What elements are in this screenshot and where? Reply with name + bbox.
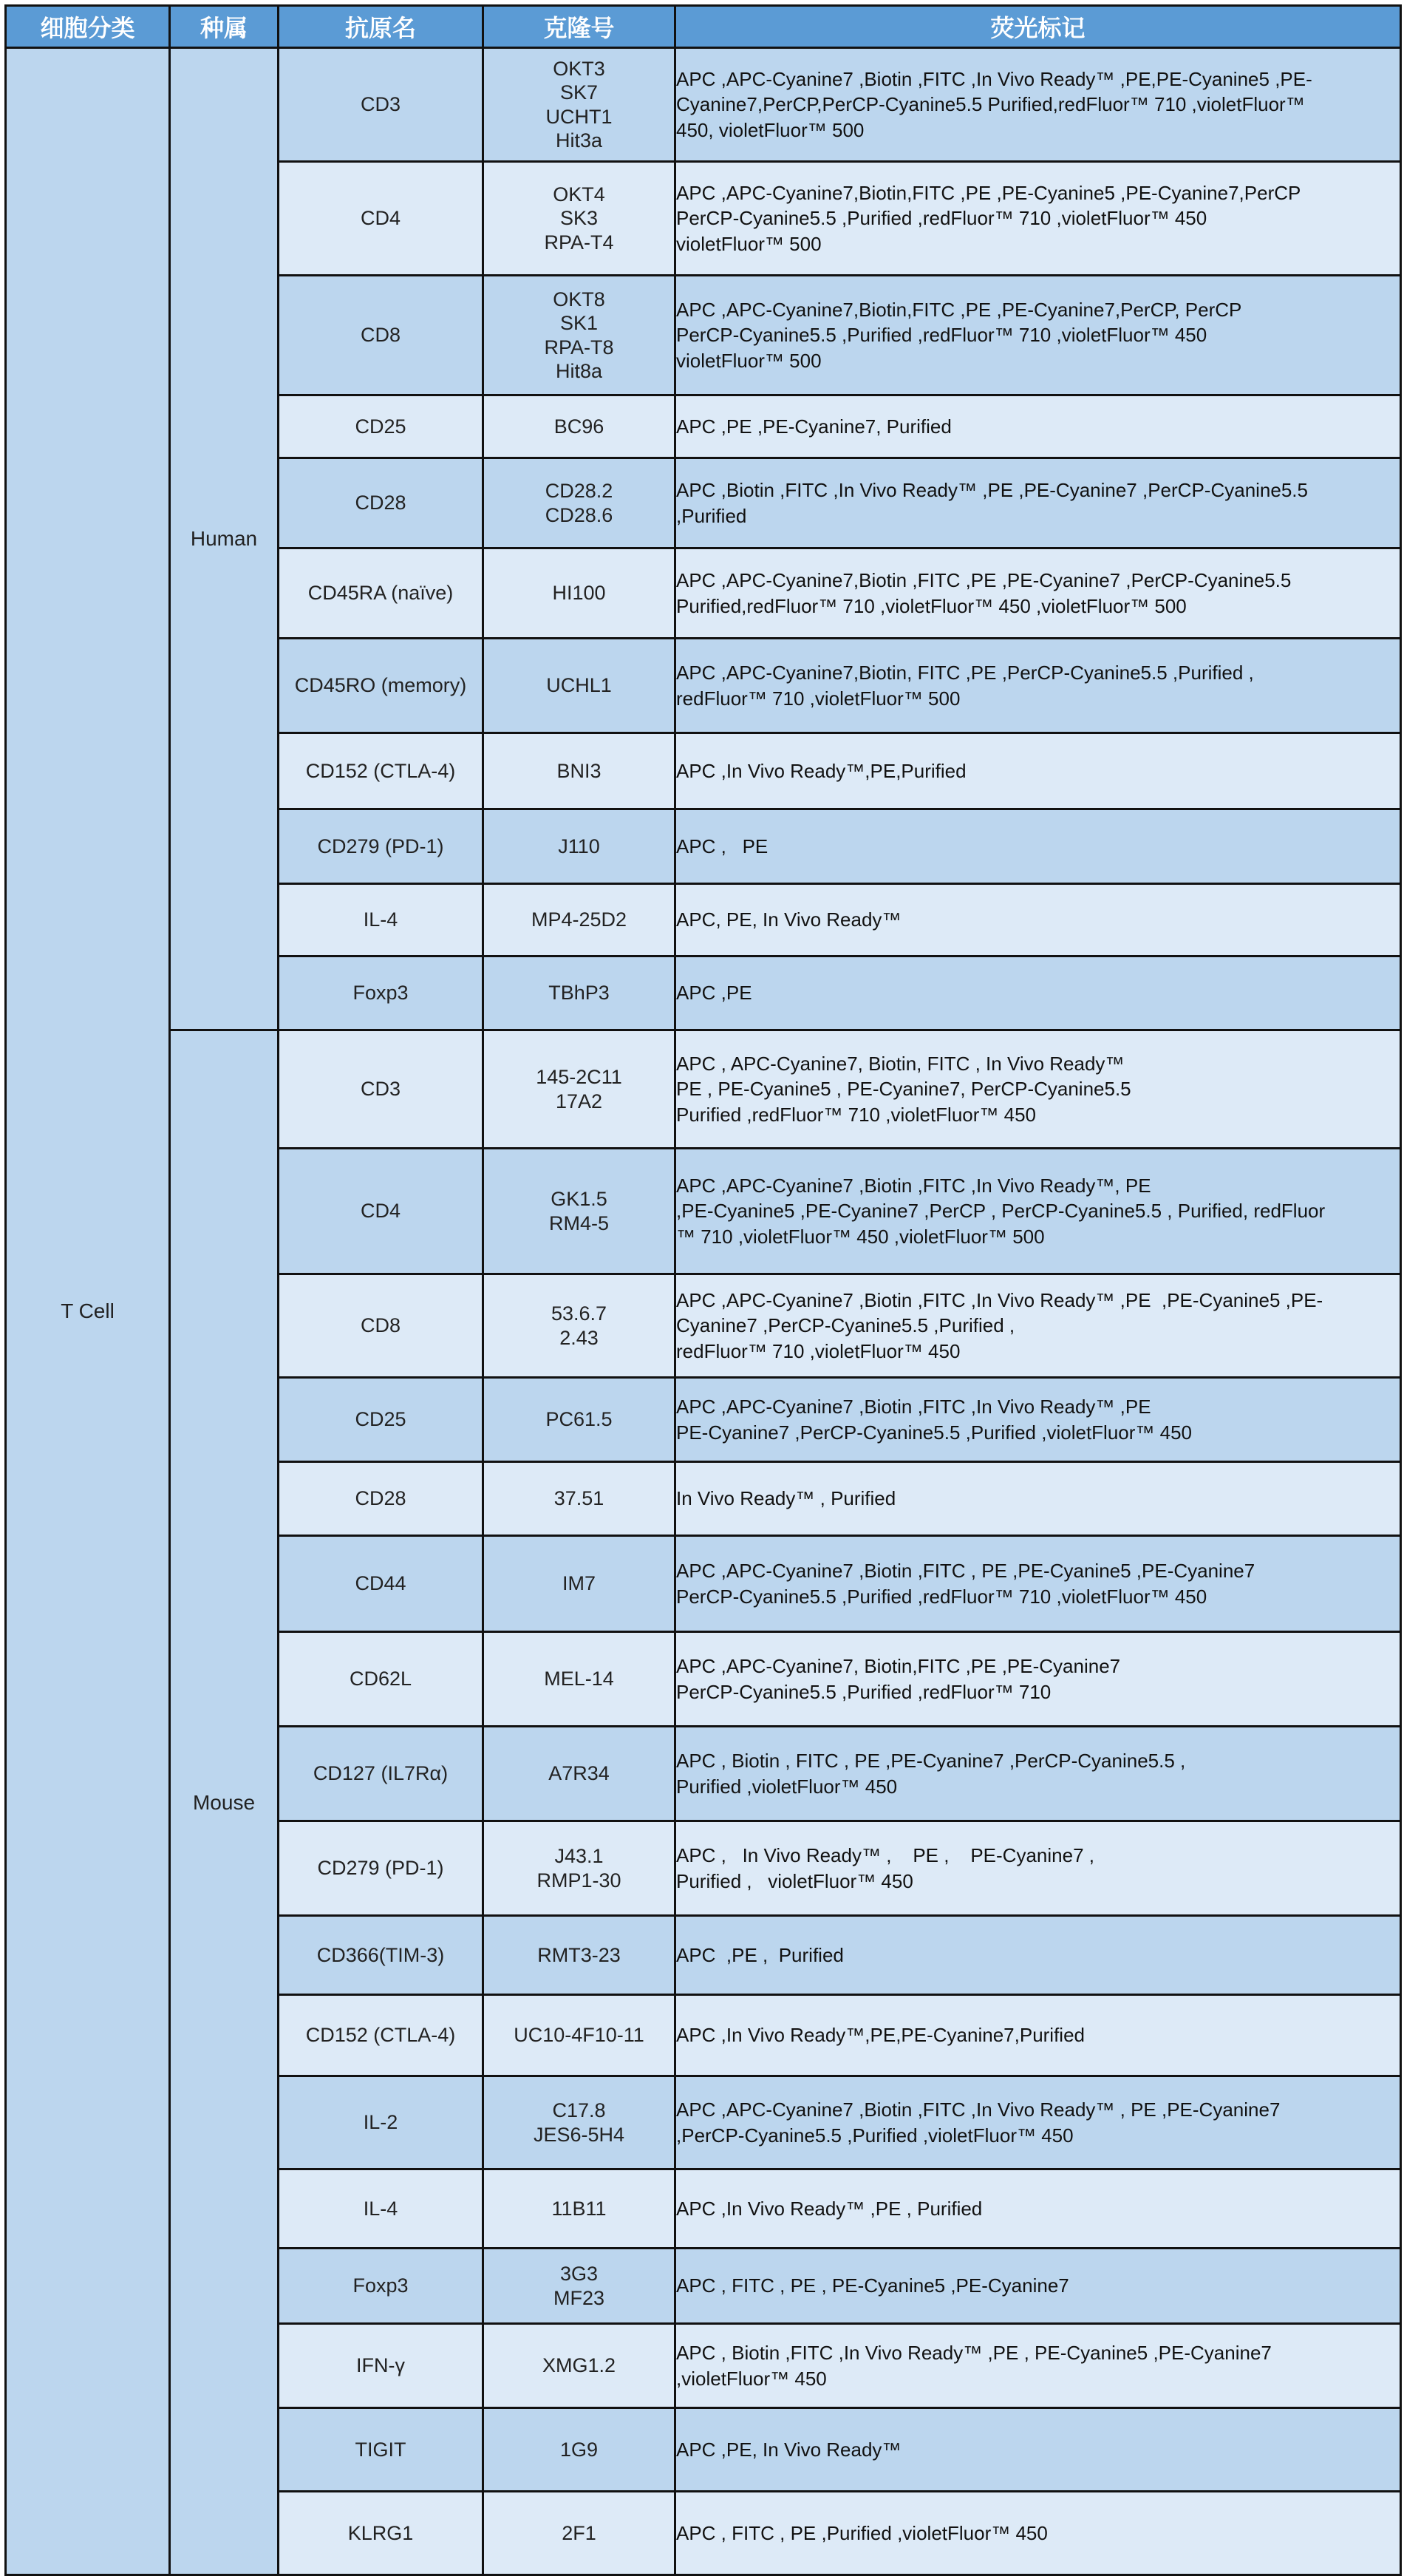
fluorescent-label-line: ,PE-Cyanine5 ,PE-Cyanine7 ,PerCP , PerCP-Cyanine5.5 , Purified, redFluor bbox=[676, 1200, 1326, 1223]
fluorescent-label-line: APC ,APC-Cyanine7 ,Biotin ,FITC ,In Vivo Ready™ ,PE,PE-Cyanine5 ,PE- bbox=[676, 68, 1312, 91]
fluorescent-label-line: PE-Cyanine7 ,PerCP-Cyanine5.5 ,Purified ,violetFluor™ 450 bbox=[676, 1421, 1193, 1444]
antigen-cell: CD8 bbox=[279, 1274, 483, 1378]
clone-name: A7R34 bbox=[548, 1762, 610, 1785]
fluorescent-label-line: APC , PE bbox=[676, 835, 769, 857]
fluorescent-label-line: violetFluor™ 500 bbox=[676, 232, 822, 255]
fluorescent-label-line: APC , APC-Cyanine7, Biotin, FITC , In Vivo Ready™ bbox=[676, 1053, 1125, 1075]
antigen-cell: Foxp3 bbox=[279, 2249, 483, 2324]
clone-cell bbox=[483, 548, 675, 639]
clone-name: HI100 bbox=[552, 582, 606, 605]
cell-type-cell: T Cell bbox=[6, 48, 170, 2575]
clone-name: RMT3-23 bbox=[537, 1943, 621, 1966]
header-clone: 克隆号 bbox=[483, 6, 675, 48]
clone-name: CD28.6 bbox=[545, 503, 613, 526]
header-cell-type: 细胞分类 bbox=[6, 6, 170, 48]
fluorescent-label-line: APC ,APC-Cyanine7 ,Biotin ,FITC , PE ,PE-Cyanine5 ,PE-Cyanine7 bbox=[676, 1560, 1255, 1583]
clone-cell bbox=[483, 2492, 675, 2575]
clone-name: J110 bbox=[558, 835, 600, 857]
fluorescent-label-cell bbox=[675, 956, 1401, 1030]
species-cell: Human bbox=[170, 48, 279, 1030]
antigen-cell: KLRG1 bbox=[279, 2492, 483, 2575]
clone-name: MEL-14 bbox=[544, 1668, 614, 1690]
clone-name: JES6-5H4 bbox=[533, 2123, 625, 2146]
antigen-cell: IL-4 bbox=[279, 2169, 483, 2249]
table-row bbox=[6, 48, 1401, 162]
antigen-cell: CD3 bbox=[279, 1030, 483, 1149]
fluorescent-label-line: APC ,PE bbox=[676, 982, 752, 1005]
header-species: 种属 bbox=[170, 6, 279, 48]
clone-cell bbox=[483, 809, 675, 884]
clone-cell bbox=[483, 162, 675, 276]
clone-name: OKT4 bbox=[553, 183, 605, 205]
fluorescent-label-line: APC ,PE, In Vivo Ready™ bbox=[676, 2438, 902, 2461]
antigen-cell: CD62L bbox=[279, 1632, 483, 1727]
fluorescent-label-cell bbox=[675, 884, 1401, 956]
table-body bbox=[6, 48, 1401, 2575]
fluorescent-label-cell bbox=[675, 1632, 1401, 1727]
antigen-cell: CD152 (CTLA-4) bbox=[279, 1995, 483, 2076]
clone-name: BNI3 bbox=[556, 759, 602, 782]
fluorescent-label-line: PerCP-Cyanine5.5 ,Purified ,redFluor™ 710 bbox=[676, 1680, 1052, 1703]
fluorescent-label-line: APC ,APC-Cyanine7,Biotin,FITC ,PE ,PE-Cyanine7,PerCP, PerCP bbox=[676, 299, 1242, 322]
fluorescent-label-cell bbox=[675, 809, 1401, 884]
fluorescent-label-line: APC ,PE , Purified bbox=[676, 1943, 844, 1966]
clone-name: CD28.2 bbox=[545, 480, 613, 503]
clone-name: PC61.5 bbox=[545, 1408, 613, 1431]
fluorescent-label-line: 450, violetFluor™ 500 bbox=[676, 118, 865, 141]
fluorescent-label-cell bbox=[675, 639, 1401, 733]
fluorescent-label-line: Purified , violetFluor™ 450 bbox=[676, 1869, 913, 1892]
fluorescent-label-line: PE , PE-Cyanine5 , PE-Cyanine7, PerCP-Cyanine5.5 bbox=[676, 1078, 1131, 1101]
clone-name: C17.8 bbox=[552, 2099, 606, 2122]
fluorescent-label-cell bbox=[675, 548, 1401, 639]
antigen-cell: IL-4 bbox=[279, 884, 483, 956]
fluorescent-label-cell bbox=[675, 1821, 1401, 1916]
clone-cell bbox=[483, 276, 675, 395]
fluorescent-label-cell bbox=[675, 1149, 1401, 1274]
clone-cell bbox=[483, 48, 675, 162]
clone-name: MP4-25D2 bbox=[531, 908, 627, 931]
clone-name: OKT3 bbox=[553, 57, 605, 80]
antigen-cell: CD8 bbox=[279, 276, 483, 395]
clone-cell bbox=[483, 1995, 675, 2076]
clone-name: Hit3a bbox=[555, 129, 603, 152]
fluorescent-label-cell bbox=[675, 1030, 1401, 1149]
fluorescent-label-line: APC ,APC-Cyanine7, Biotin,FITC ,PE ,PE-Cyanine7 bbox=[676, 1655, 1121, 1678]
clone-name: 2.43 bbox=[559, 1326, 599, 1349]
clone-name: RPA-T4 bbox=[544, 231, 614, 254]
clone-cell bbox=[483, 1916, 675, 1995]
fluorescent-label-line: APC , Biotin ,FITC ,In Vivo Ready™ ,PE , PE-Cyanine5 ,PE-Cyanine7 bbox=[676, 2342, 1272, 2365]
fluorescent-label-line: APC ,APC-Cyanine7 ,Biotin ,FITC ,In Vivo Ready™ ,PE ,PE-Cyanine5 ,PE- bbox=[676, 1289, 1323, 1312]
fluorescent-label-cell bbox=[675, 1727, 1401, 1821]
fluorescent-label-cell bbox=[675, 276, 1401, 395]
fluorescent-label-cell bbox=[675, 1995, 1401, 2076]
clone-cell bbox=[483, 1274, 675, 1378]
fluorescent-label-line: APC ,PE ,PE-Cyanine7, Purified bbox=[676, 415, 952, 438]
fluorescent-label-cell bbox=[675, 1274, 1401, 1378]
clone-cell bbox=[483, 1536, 675, 1632]
clone-cell bbox=[483, 956, 675, 1030]
antibody-table-sheet bbox=[4, 4, 1400, 2568]
antigen-cell: CD152 (CTLA-4) bbox=[279, 733, 483, 809]
fluorescent-label-cell bbox=[675, 2076, 1401, 2169]
clone-name: TBhP3 bbox=[548, 982, 610, 1005]
fluorescent-label-line: APC , FITC , PE , PE-Cyanine5 ,PE-Cyanine7 bbox=[676, 2274, 1069, 2297]
fluorescent-label-line: APC ,Biotin ,FITC ,In Vivo Ready™ ,PE ,PE-Cyanine7 ,PerCP-Cyanine5.5 bbox=[676, 479, 1308, 502]
clone-name: OKT8 bbox=[553, 288, 605, 310]
antigen-cell: CD4 bbox=[279, 162, 483, 276]
fluorescent-label-line: APC ,APC-Cyanine7,Biotin, FITC ,PE ,PerCP-Cyanine5.5 ,Purified , bbox=[676, 662, 1254, 684]
clone-name: UCHT1 bbox=[545, 105, 613, 128]
clone-cell bbox=[483, 1727, 675, 1821]
antigen-cell: Foxp3 bbox=[279, 956, 483, 1030]
antigen-cell: IFN-γ bbox=[279, 2324, 483, 2408]
fluorescent-label-cell bbox=[675, 395, 1401, 458]
fluorescent-label-line: APC ,APC-Cyanine7,Biotin ,FITC ,PE ,PE-Cyanine7 ,PerCP-Cyanine5.5 bbox=[676, 569, 1292, 592]
species-cell: Mouse bbox=[170, 1030, 279, 2575]
fluorescent-label-cell bbox=[675, 162, 1401, 276]
clone-name: UCHL1 bbox=[546, 674, 612, 697]
fluorescent-label-line: Cyanine7,PerCP,PerCP-Cyanine5.5 Purified,redFluor™ 710 ,violetFluor™ bbox=[676, 93, 1305, 116]
clone-name: J43.1 bbox=[554, 1845, 604, 1868]
antigen-cell: CD279 (PD-1) bbox=[279, 1821, 483, 1916]
fluorescent-label-line: APC ,APC-Cyanine7,Biotin,FITC ,PE ,PE-Cyanine5 ,PE-Cyanine7,PerCP bbox=[676, 182, 1301, 205]
fluorescent-label-line: In Vivo Ready™ , Purified bbox=[676, 1487, 896, 1510]
antigen-cell: IL-2 bbox=[279, 2076, 483, 2169]
fluorescent-label-cell bbox=[675, 1536, 1401, 1632]
antigen-cell: CD45RO (memory) bbox=[279, 639, 483, 733]
fluorescent-label-line: APC , In Vivo Ready™ , PE , PE-Cyanine7 , bbox=[676, 1844, 1094, 1867]
header-antigen: 抗原名 bbox=[279, 6, 483, 48]
fluorescent-label-line: redFluor™ 710 ,violetFluor™ 450 bbox=[676, 1339, 961, 1362]
fluorescent-label-cell bbox=[675, 1378, 1401, 1462]
fluorescent-label-line: Cyanine7 ,PerCP-Cyanine5.5 ,Purified , bbox=[676, 1314, 1015, 1337]
antigen-cell: CD3 bbox=[279, 48, 483, 162]
clone-name: GK1.5 bbox=[551, 1188, 607, 1211]
clone-name: Hit8a bbox=[555, 359, 603, 382]
antigen-cell: CD279 (PD-1) bbox=[279, 809, 483, 884]
fluorescent-label-line: ,PerCP-Cyanine5.5 ,Purified ,violetFluor™ 450 bbox=[676, 2124, 1074, 2147]
clone-name: 3G3 bbox=[559, 2263, 599, 2286]
fluorescent-label-cell bbox=[675, 2492, 1401, 2575]
fluorescent-label-cell bbox=[675, 2408, 1401, 2492]
clone-name: RPA-T8 bbox=[544, 336, 614, 358]
clone-name: BC96 bbox=[553, 415, 604, 438]
fluorescent-label-line: Purified ,redFluor™ 710 ,violetFluor™ 450 bbox=[676, 1103, 1037, 1126]
antigen-cell: CD127 (IL7Rα) bbox=[279, 1727, 483, 1821]
clone-cell bbox=[483, 639, 675, 733]
clone-name: SK3 bbox=[559, 207, 599, 230]
fluorescent-label-line: violetFluor™ 500 bbox=[676, 349, 822, 372]
clone-name: 37.51 bbox=[553, 1487, 604, 1510]
fluorescent-label-cell bbox=[675, 1916, 1401, 1995]
clone-name: MF23 bbox=[553, 2286, 605, 2309]
antigen-cell: CD28 bbox=[279, 1462, 483, 1536]
fluorescent-label-line: APC , FITC , PE ,Purified ,violetFluor™ 450 bbox=[676, 2521, 1048, 2544]
clone-cell bbox=[483, 2076, 675, 2169]
fluorescent-label-line: PerCP-Cyanine5.5 ,Purified ,redFluor™ 710 ,violetFluor™ 450 bbox=[676, 207, 1207, 230]
clone-name: 17A2 bbox=[555, 1090, 603, 1112]
fluorescent-label-line: APC ,APC-Cyanine7 ,Biotin ,FITC ,In Vivo Ready™ , PE ,PE-Cyanine7 bbox=[676, 2098, 1281, 2121]
antigen-cell: CD25 bbox=[279, 395, 483, 458]
antibody-table bbox=[4, 4, 1402, 2576]
antigen-cell: CD366(TIM-3) bbox=[279, 1916, 483, 1995]
fluorescent-label-cell bbox=[675, 2324, 1401, 2408]
fluorescent-label-line: Purified ,violetFluor™ 450 bbox=[676, 1775, 898, 1798]
header-fluorescent-label: 荧光标记 bbox=[675, 6, 1401, 48]
antigen-cell: TIGIT bbox=[279, 2408, 483, 2492]
antigen-cell: CD44 bbox=[279, 1536, 483, 1632]
antigen-cell: CD25 bbox=[279, 1378, 483, 1462]
fluorescent-label-line: PerCP-Cyanine5.5 ,Purified ,redFluor™ 710 ,violetFluor™ 450 bbox=[676, 324, 1207, 347]
clone-cell bbox=[483, 733, 675, 809]
clone-cell bbox=[483, 1378, 675, 1462]
fluorescent-label-line: APC ,In Vivo Ready™ ,PE , Purified bbox=[676, 2197, 983, 2220]
fluorescent-label-line: APC , Biotin , FITC , PE ,PE-Cyanine7 ,PerCP-Cyanine5.5 , bbox=[676, 1750, 1186, 1773]
fluorescent-label-cell bbox=[675, 2249, 1401, 2324]
clone-name: 145-2C11 bbox=[536, 1066, 622, 1089]
fluorescent-label-line: APC ,In Vivo Ready™,PE,Purified bbox=[676, 759, 967, 782]
fluorescent-label-line: Purified,redFluor™ 710 ,violetFluor™ 450 ,violetFluor™ 500 bbox=[676, 594, 1187, 617]
fluorescent-label-line: PerCP-Cyanine5.5 ,Purified ,redFluor™ 710 ,violetFluor™ 450 bbox=[676, 1585, 1207, 1608]
clone-name: XMG1.2 bbox=[542, 2354, 616, 2377]
clone-cell bbox=[483, 2324, 675, 2408]
clone-name: RMP1-30 bbox=[536, 1869, 621, 1892]
fluorescent-label-line: ™ 710 ,violetFluor™ 450 ,violetFluor™ 500 bbox=[676, 1225, 1045, 1248]
clone-name: SK1 bbox=[559, 312, 599, 335]
fluorescent-label-line: redFluor™ 710 ,violetFluor™ 500 bbox=[676, 687, 961, 710]
clone-cell bbox=[483, 1149, 675, 1274]
clone-name: 2F1 bbox=[562, 2521, 596, 2544]
clone-cell bbox=[483, 2408, 675, 2492]
clone-name: 53.6.7 bbox=[551, 1302, 607, 1325]
antigen-cell: CD4 bbox=[279, 1149, 483, 1274]
fluorescent-label-cell bbox=[675, 458, 1401, 548]
fluorescent-label-line: ,Purified bbox=[676, 504, 747, 527]
fluorescent-label-line: APC ,In Vivo Ready™,PE,PE-Cyanine7,Purified bbox=[676, 2024, 1086, 2047]
clone-cell bbox=[483, 2249, 675, 2324]
fluorescent-label-cell bbox=[675, 2169, 1401, 2249]
fluorescent-label-line: APC ,APC-Cyanine7 ,Biotin ,FITC ,In Vivo Ready™ ,PE bbox=[676, 1396, 1151, 1418]
clone-cell bbox=[483, 395, 675, 458]
table-header-row bbox=[6, 6, 1401, 48]
antigen-cell: CD28 bbox=[279, 458, 483, 548]
clone-cell bbox=[483, 1632, 675, 1727]
clone-name: RM4-5 bbox=[548, 1211, 609, 1234]
clone-cell bbox=[483, 458, 675, 548]
clone-cell bbox=[483, 2169, 675, 2249]
antigen-cell: CD45RA (naïve) bbox=[279, 548, 483, 639]
table-row bbox=[6, 1030, 1401, 1149]
fluorescent-label-line: APC ,APC-Cyanine7 ,Biotin ,FITC ,In Vivo Ready™, PE bbox=[676, 1175, 1151, 1197]
fluorescent-label-cell bbox=[675, 48, 1401, 162]
clone-name: SK7 bbox=[559, 81, 599, 104]
clone-cell bbox=[483, 1030, 675, 1149]
fluorescent-label-cell bbox=[675, 1462, 1401, 1536]
clone-name: 11B11 bbox=[551, 2197, 607, 2220]
clone-name: 1G9 bbox=[559, 2438, 599, 2461]
fluorescent-label-cell bbox=[675, 733, 1401, 809]
clone-cell bbox=[483, 1821, 675, 1916]
clone-cell bbox=[483, 1462, 675, 1536]
clone-name: UC10-4F10-11 bbox=[514, 2024, 644, 2047]
fluorescent-label-line: APC, PE, In Vivo Ready™ bbox=[676, 908, 902, 931]
clone-name: IM7 bbox=[562, 1572, 596, 1595]
clone-cell bbox=[483, 884, 675, 956]
fluorescent-label-line: ,violetFluor™ 450 bbox=[676, 2367, 827, 2390]
